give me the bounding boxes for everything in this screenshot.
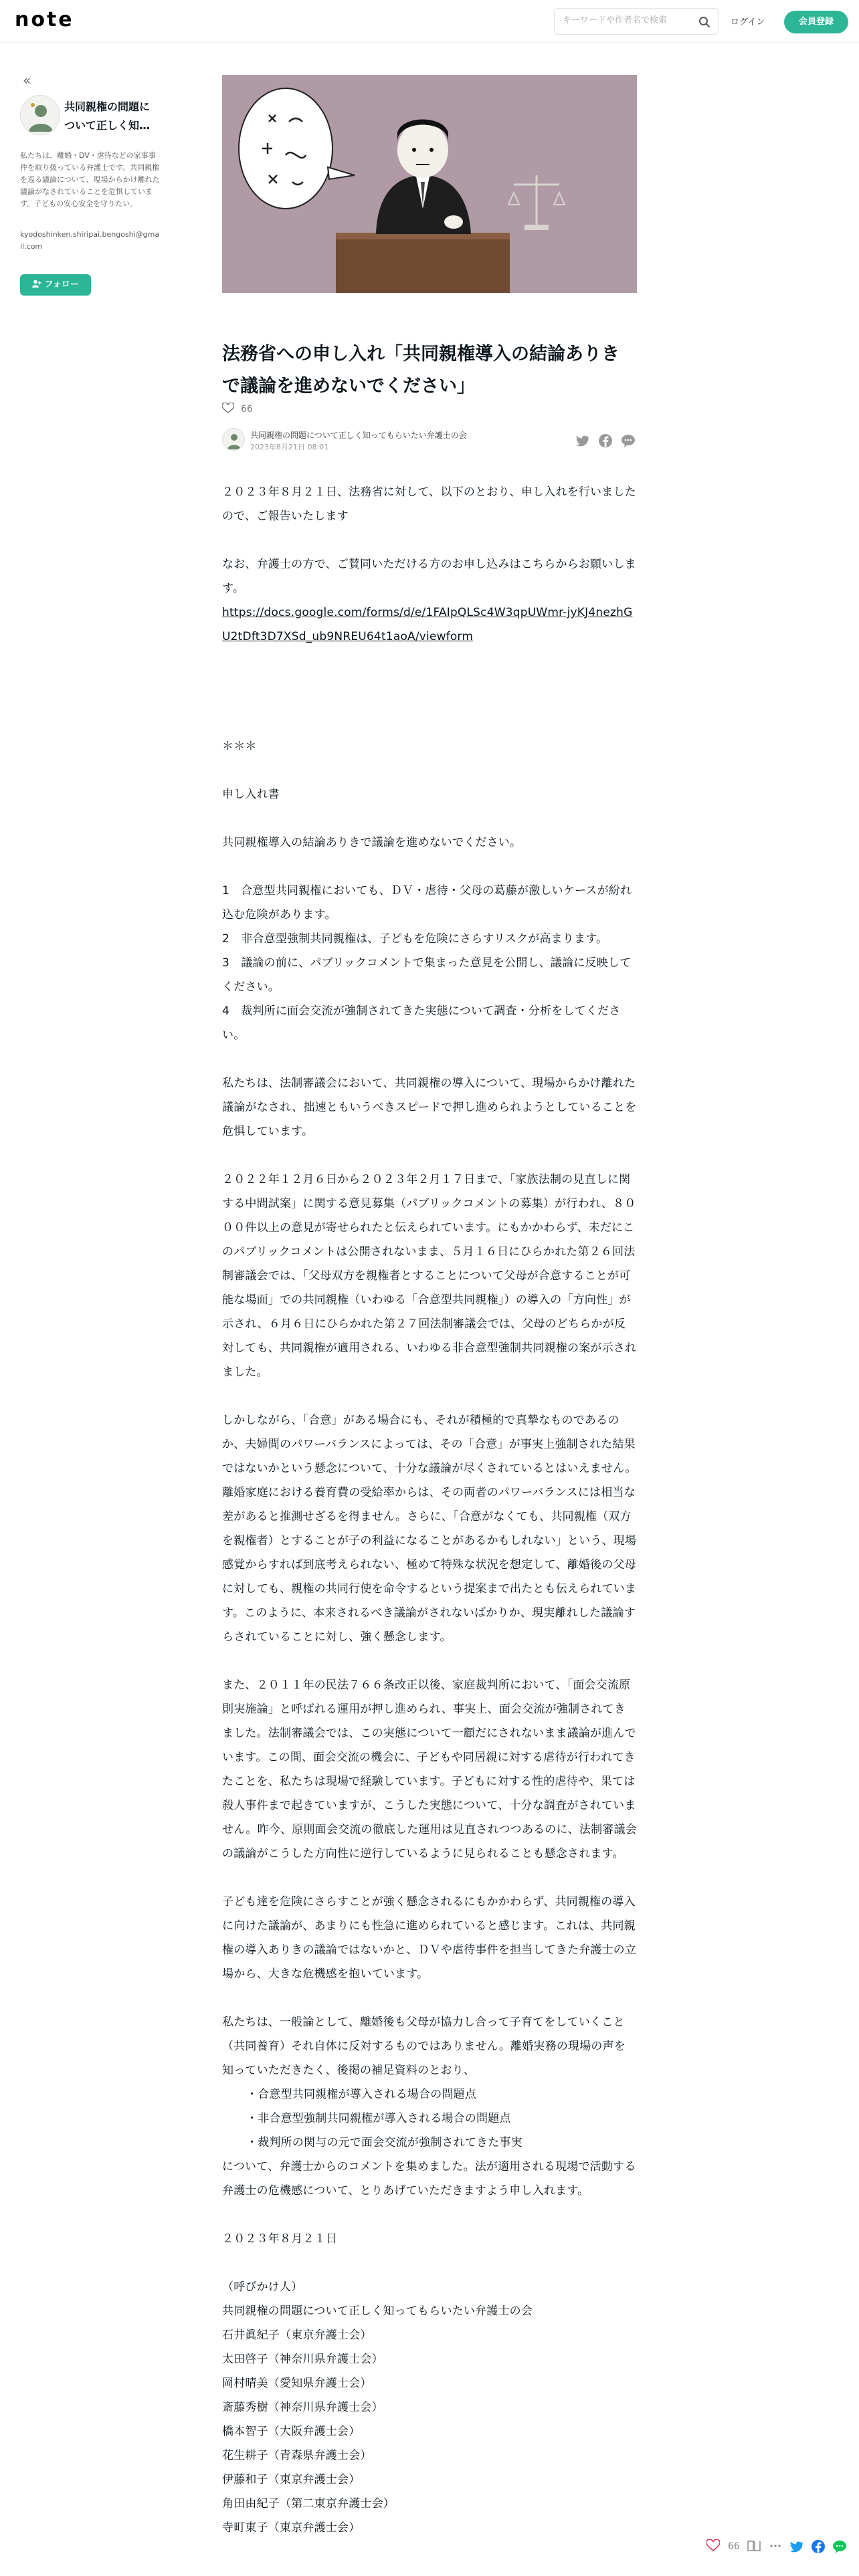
body-paragraph: 子ども達を危険にさらすことが強く懸念されるにもかかわらず、共同親権の導入に向けた議論が、あまりにも性急に進められていると感じます。これは、共同親権の導入ありきの議論ではないかと、ＤＶや虐待事件を担当してきた弁護士の立場から、大きな危機感を抱いています。 xyxy=(222,1895,637,1981)
request-item: 3 議論の前に、パブリックコメントで集まった意見を公開し、議論に反映してください。 xyxy=(222,956,632,994)
facebook-icon[interactable] xyxy=(598,433,613,448)
body-paragraph: 私たちは、法制審議会において、共同親権の導入について、現場からかけ離れた議論がなされ、拙速ともいうべきスピードで押し進められようとしていることを危惧しています。 xyxy=(222,1077,637,1138)
document-heading: 申し入れ書 xyxy=(222,788,280,801)
author-name[interactable]: 共同親権の問題について正しく知ってもらいたい弁護士の会 xyxy=(250,431,467,440)
signup-button[interactable]: 会員登録 xyxy=(784,11,848,33)
creator-name[interactable]: 共同親権の問題について正しく知… xyxy=(64,100,151,132)
more-options-icon[interactable] xyxy=(621,433,636,448)
author-avatar[interactable] xyxy=(222,428,245,451)
body-paragraph: なお、弁護士の方で、ご賛同いただける方のお申し込みはこちらからお願いします。 xyxy=(222,558,636,595)
list-item: ・非合意型強制共同親権が導入される場合の問題点 xyxy=(246,2112,511,2125)
like-count[interactable]: 66 xyxy=(241,404,253,415)
more-icon[interactable] xyxy=(768,2539,783,2554)
body-paragraph: また、２０１１年の民法７６６条改正以後、家庭裁判所において、「面会交流原則実施論」と呼ばれる運用が押し進められ、事実上、面会交流が強制されてきました。法制審議会では、この実態について一顧だにされないまま議論が進んでいます。この間、面会交流の機会に、子どもや同居親に対する虐待が行われてきたことを、私たちは現場で経験しています。子どもに対する性的虐待や、果ては殺人事件まで起きていますが、こうした実態について、十分な調査がされていません。昨今、原則面会交流の徹底した運用は見直されつつあるのに、法制審議会の議論がこうした方向性に逆行しているように見られることも懸念されます。 xyxy=(222,1679,637,1860)
request-item: 1 合意型共同親権においても、ＤＶ・虐待・父母の葛藤が激しいケースが紛れ込む危険があります。 xyxy=(222,884,632,922)
user-plus-icon xyxy=(32,280,45,290)
creator-avatar[interactable] xyxy=(20,95,60,135)
signer-name: 花生耕子（青森県弁護士会） xyxy=(222,2449,372,2462)
signer-name: 斎藤秀樹（神奈川県弁護士会） xyxy=(222,2401,383,2414)
signer-name: 寺町東子（東京弁護士会） xyxy=(222,2521,361,2535)
hero-illustration xyxy=(222,75,637,293)
article-title: 法務省への申し入れ「共同親権導入の結論ありきで議論を進めないでください」 xyxy=(222,344,619,397)
signer-name: 伊藤和子（東京弁護士会） xyxy=(222,2473,361,2486)
author-row xyxy=(222,428,637,455)
date-line: ２０２３年８月２１日 xyxy=(222,2232,337,2246)
site-header xyxy=(0,0,859,43)
collapse-sidebar-icon[interactable]: « xyxy=(23,72,31,88)
signer-name: 石井眞紀子（東京弁護士会） xyxy=(222,2329,372,2342)
note-logo[interactable]: note xyxy=(15,8,74,31)
body-paragraph: 私たちは、一般論として、離婚後も父母が協力し合って子育てをしていくこと（共同養育）それ自体に反対するものではありません。離婚実務の現場の声を知っていただきたく、後掲の補足資料のとおり、 xyxy=(222,2016,626,2077)
google-form-link[interactable]: https://docs.google.com/forms/d/e/1FAIpQLSc4W3qpUWmr-jyKJ4nezhGU2tDft3D7XSd_ub9NREU64t1aoA/viewform xyxy=(222,606,633,643)
signer-name: 角田由紀子（第二東京弁護士会） xyxy=(222,2497,395,2510)
article-body xyxy=(222,480,637,2540)
signer-name: 共同親権の問題について正しく知ってもらいたい弁護士の会 xyxy=(222,2304,533,2318)
creator-description: 私たちは、離婚・DV・虐待などの家事事件を取り扱っている弁護士です。共同親権を巡る議論について、現場からかけ離れた議論がなされていることを危惧しています。子どもの安心安全を守りたい。 xyxy=(20,151,160,208)
line-icon[interactable] xyxy=(832,2539,847,2554)
caller-heading: （呼びかけ人） xyxy=(222,2280,303,2294)
magazine-icon[interactable] xyxy=(747,2539,761,2554)
publish-date: 2023年8月21日 08:01 xyxy=(250,443,329,451)
body-paragraph: ２０２２年１２月６日から２０２３年２月１７日まで、「家族法制の見直しに関する中間試案」に関する意見募集（パブリックコメントの募集）が行われ、８０００件以上の意見が寄せられたと伝えられています。にもかかわらず、未だにこのパブリックコメントは公開されないまま、５月１６日にひらかれた第２６回法制審議会では、「父母双方を親権者とすることについて父母が合意することが可能な場面」での共同親権（いわゆる「合意型共同親権」）の導入の「方向性」が示され、６月６日にひらかれた第２７回法制審議会では、父母のどちらかが反対しても、共同親権が適用される、いわゆる非合意型強制共同親権の案が示されました。 xyxy=(222,1173,637,1379)
issue-list xyxy=(222,2082,637,2155)
twitter-icon[interactable] xyxy=(789,2539,804,2554)
body-paragraph: について、弁護士からのコメントを集めました。法が適用される現場で活動する弁護士の危機感について、とりあげていただきますよう申し入れます。 xyxy=(222,2160,636,2197)
follow-label: フォロー xyxy=(44,280,79,290)
spacer xyxy=(222,673,637,734)
body-paragraph: 共同親権導入の結論ありきで議論を進めないでください。 xyxy=(222,836,522,849)
request-item: 2 非合意型強制共同親権は、子どもを危険にさらすリスクが高まります。 xyxy=(222,932,608,946)
follow-button[interactable] xyxy=(20,274,91,296)
facebook-icon[interactable] xyxy=(811,2539,826,2554)
signer-name: 太田啓子（神奈川県弁護士会） xyxy=(222,2353,383,2366)
bottom-action-bar xyxy=(696,2528,859,2565)
separator-stars: ＊＊＊ xyxy=(222,740,257,753)
list-item: ・合意型共同親権が導入される場合の問題点 xyxy=(246,2088,476,2101)
heart-icon[interactable] xyxy=(706,2539,721,2554)
signer-name: 岡村晴美（愛知県弁護士会） xyxy=(222,2377,372,2390)
search-input[interactable] xyxy=(563,15,690,25)
share-icons xyxy=(575,433,636,448)
heart-icon[interactable] xyxy=(222,403,234,416)
request-item: 4 裁判所に面会交流が強制されてきた実態について調査・分析をしてください。 xyxy=(222,1004,621,1042)
search-box[interactable] xyxy=(554,8,719,35)
twitter-icon[interactable] xyxy=(575,433,590,448)
login-link[interactable]: ログイン xyxy=(731,17,765,27)
list-item: ・裁判所の関与の元で面会交流が強制されてきた事実 xyxy=(246,2136,522,2149)
body-paragraph: ２０２３年８月２１日、法務省に対して、以下のとおり、申し入れを行いましたので、ご報告いたします xyxy=(222,486,636,523)
likes-row xyxy=(222,401,253,417)
search-icon[interactable] xyxy=(698,15,711,29)
creator-email: kyodoshinken.shiripai.bengoshi@gmail.com xyxy=(20,230,160,251)
signer-name: 橋本智子（大阪弁護士会） xyxy=(222,2425,361,2438)
body-paragraph: しかしながら、「合意」がある場合にも、それが積極的で真摯なものであるのか、夫婦間のパワーバランスによっては、その「合意」が事実上強制された結果ではないかという懸念について、十分な議論が尽くされているとはいえません。離婚家庭における養育費の受給率からは、その両者のパワーバランスには相当な差があると推測せざるを得ません。さらに、「合意がなくても、共同親権（双方を親権者）とすることが子の利益になることがあるかもしれない」という、現場感覚からすれば到底考えられない、極めて特殊な状況を想定して、離婚後の父母に対しても、親権の共同行使を命令するという提案まで出たとも伝えられています。このように、本来されるべき議論がされないばかりか、現実離れした議論すらされていることに対し、強く懸念します。 xyxy=(222,1414,637,1644)
like-count[interactable]: 66 xyxy=(728,2541,740,2552)
